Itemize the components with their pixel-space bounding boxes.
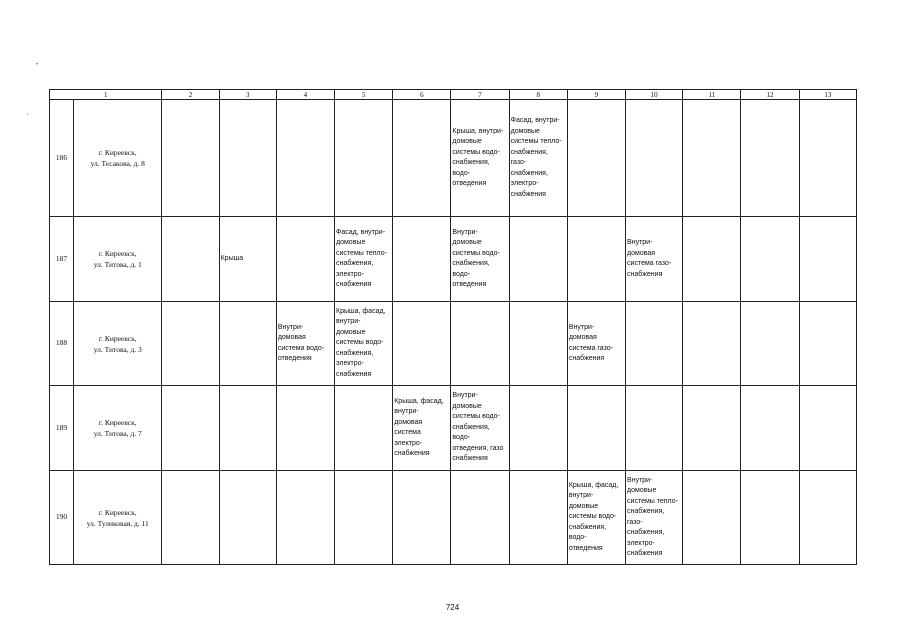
page-number: 724 <box>445 603 460 612</box>
column-header: 11 <box>683 90 741 100</box>
work-cell <box>799 302 856 386</box>
work-cell <box>451 471 509 565</box>
work-cell <box>162 100 219 217</box>
work-cell <box>393 217 451 302</box>
header-row <box>50 90 857 100</box>
work-cell <box>335 100 393 217</box>
work-cell <box>799 217 856 302</box>
column-header: 1 <box>50 90 162 100</box>
work-text: Внутри- домовые системы тепло- снабжения, газо- снабжения, электро- снабжения <box>627 476 678 557</box>
work-cell <box>509 302 567 386</box>
work-cell <box>683 471 741 565</box>
work-cell <box>162 302 219 386</box>
work-cell <box>799 386 856 471</box>
table-body <box>50 100 857 565</box>
work-cell <box>276 217 334 302</box>
work-cell <box>567 386 625 471</box>
work-cell <box>799 100 856 217</box>
table-row <box>50 471 857 565</box>
work-cell <box>509 386 567 471</box>
column-header: 2 <box>162 90 219 100</box>
address-text: г. Киреевск, ул. Туликовая, д. 11 <box>86 507 149 528</box>
work-text: Внутри- домовые системы водо- снабжения, водо- отведения <box>452 228 500 288</box>
work-cell <box>567 302 625 386</box>
work-cell <box>219 302 276 386</box>
work-text: Крыша, фасад, внутри- домовые системы водо- снабжения, водо- отведения <box>568 481 619 552</box>
work-cell <box>219 386 276 471</box>
work-cell <box>162 217 219 302</box>
work-cell <box>741 100 799 217</box>
column-header: 9 <box>567 90 625 100</box>
work-cell <box>219 471 276 565</box>
column-header: 13 <box>799 90 856 100</box>
work-text: Фасад, внутри- домовые системы тепло- снабжения, газо- снабжения, электро- снабжения <box>510 117 562 198</box>
work-cell <box>741 386 799 471</box>
address-text: г. Киреевск, ул. Титова, д. 1 <box>93 249 142 269</box>
work-text: Внутри- домовая система газо- снабжения <box>627 239 672 278</box>
work-cell <box>276 100 334 217</box>
column-header: 6 <box>393 90 451 100</box>
work-cell <box>451 386 509 471</box>
work-cell <box>626 217 683 302</box>
work-cell <box>509 217 567 302</box>
work-cell <box>276 302 334 386</box>
work-text: Крыша, внутри- домовые системы водо- снабжения, водо- отведения <box>452 127 504 187</box>
table-row <box>50 100 857 217</box>
address-text: г. Киреевск, ул. Титова, д. 7 <box>93 418 142 438</box>
work-cell <box>626 302 683 386</box>
row-number-cell: 190 <box>50 471 74 565</box>
work-cell <box>393 386 451 471</box>
work-cell <box>162 471 219 565</box>
row-number-cell: 189 <box>50 386 74 471</box>
table-row <box>50 217 857 302</box>
work-cell <box>626 386 683 471</box>
table-row <box>50 386 857 471</box>
work-cell <box>335 302 393 386</box>
work-cell <box>393 302 451 386</box>
work-cell <box>335 217 393 302</box>
work-cell <box>683 100 741 217</box>
address-text: г. Киреевск, ул. Тесакова, д. 8 <box>90 148 145 168</box>
column-header: 12 <box>741 90 799 100</box>
work-cell <box>219 217 276 302</box>
column-header: 5 <box>335 90 393 100</box>
work-cell <box>219 100 276 217</box>
work-cell <box>683 386 741 471</box>
work-cell <box>276 471 334 565</box>
row-number-cell: 188 <box>50 302 74 386</box>
work-text: Внутри- домовая система водо- отведения <box>277 323 325 362</box>
work-text: Крыша, фасад, внутри- домовая система электро- снабжения <box>394 397 444 457</box>
address-cell <box>74 302 162 386</box>
work-cell <box>162 386 219 471</box>
address-cell <box>74 217 162 302</box>
address-cell <box>74 386 162 471</box>
work-cell <box>451 302 509 386</box>
work-text: Крыша, фасад, внутри- домовые системы водо- снабжения, электро- снабжения <box>336 307 386 378</box>
work-cell <box>393 471 451 565</box>
column-header: 10 <box>626 90 683 100</box>
work-cell <box>276 386 334 471</box>
row-number-cell: 187 <box>50 217 74 302</box>
work-cell <box>741 471 799 565</box>
work-cell <box>509 471 567 565</box>
work-cell <box>451 100 509 217</box>
address-text: г. Киреевск, ул. Титова, д. 3 <box>93 333 142 354</box>
column-header: 4 <box>276 90 334 100</box>
work-cell <box>393 100 451 217</box>
work-cell <box>626 100 683 217</box>
scan-speck: • <box>36 62 39 68</box>
column-header: 8 <box>509 90 567 100</box>
repair-schedule-table <box>49 89 857 565</box>
work-text: Крыша <box>220 254 244 262</box>
work-cell <box>451 217 509 302</box>
work-cell <box>567 471 625 565</box>
work-cell <box>567 217 625 302</box>
work-text: Внутри- домовая система газо- снабжения <box>568 323 613 362</box>
address-cell <box>74 471 162 565</box>
scan-speck: , <box>27 110 29 116</box>
column-header: 3 <box>219 90 276 100</box>
work-cell <box>799 471 856 565</box>
work-cell <box>683 302 741 386</box>
work-cell <box>335 471 393 565</box>
work-cell <box>567 100 625 217</box>
work-cell <box>741 217 799 302</box>
table-row <box>50 302 857 386</box>
work-cell <box>741 302 799 386</box>
table-header <box>50 90 857 100</box>
address-cell <box>74 100 162 217</box>
work-cell <box>683 217 741 302</box>
row-number-cell: 186 <box>50 100 74 217</box>
work-cell <box>626 471 683 565</box>
column-header: 7 <box>451 90 509 100</box>
work-text: Внутри- домовые системы водо- снабжения, водо- отведения, газо снабжения <box>452 392 504 463</box>
work-cell <box>335 386 393 471</box>
work-cell <box>509 100 567 217</box>
work-text: Фасад, внутри- домовые системы тепло- снабжения, электро- снабжения <box>336 228 387 288</box>
